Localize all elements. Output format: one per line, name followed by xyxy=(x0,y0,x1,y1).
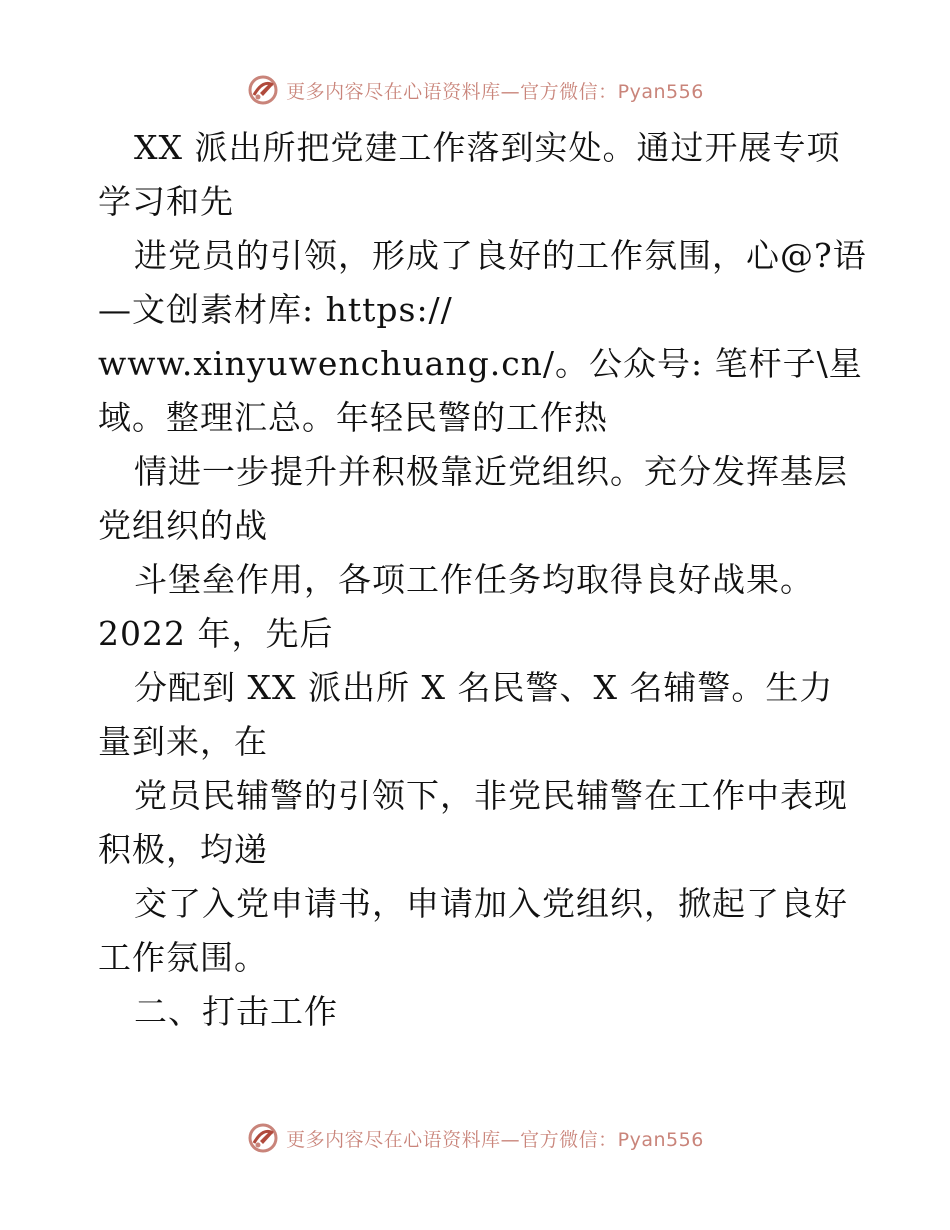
text-line: 情进一步提升并积极靠近党组织。充分发挥基层 xyxy=(134,452,848,491)
text-line: 积极，均递 xyxy=(98,830,268,869)
text-line: 量到来，在 xyxy=(98,722,268,761)
text-line: 党组织的战 xyxy=(98,506,268,545)
pen-nib-swirl-icon xyxy=(246,73,280,107)
text-line: 2022 年，先后 xyxy=(98,614,334,653)
watermark-text: 更多内容尽在心语资料库—官方微信：Pyan556 xyxy=(286,1128,704,1151)
pen-nib-swirl-icon xyxy=(246,1121,280,1155)
watermark-text: 更多内容尽在心语资料库—官方微信：Pyan556 xyxy=(286,80,704,103)
text-line: XX 派出所把党建工作落到实处。通过开展专项 xyxy=(134,128,841,167)
text-line: —文创素材库: https:// xyxy=(98,290,453,329)
text-line: 分配到 XX 派出所 X 名民警、X 名辅警。生力 xyxy=(134,668,834,707)
text-line: 域。整理汇总。年轻民警的工作热 xyxy=(98,398,608,437)
text-line: 党员民辅警的引领下，非党民辅警在工作中表现 xyxy=(134,776,848,815)
header-watermark xyxy=(0,70,950,110)
text-line: 进党员的引领，形成了良好的工作氛围，心@?语 xyxy=(134,236,867,275)
document-body xyxy=(98,121,898,1039)
text-line: 工作氛围。 xyxy=(98,938,268,977)
text-line: www.xinyuwenchuang.cn/。公众号: 笔杆子\星 xyxy=(98,344,863,383)
text-line: 交了入党申请书，申请加入党组织，掀起了良好 xyxy=(134,884,848,923)
text-line: 斗堡垒作用，各项工作任务均取得良好战果。 xyxy=(134,560,814,599)
footer-watermark xyxy=(0,1118,950,1158)
text-line: 二、打击工作 xyxy=(134,992,338,1031)
text-line: 学习和先 xyxy=(98,182,234,221)
